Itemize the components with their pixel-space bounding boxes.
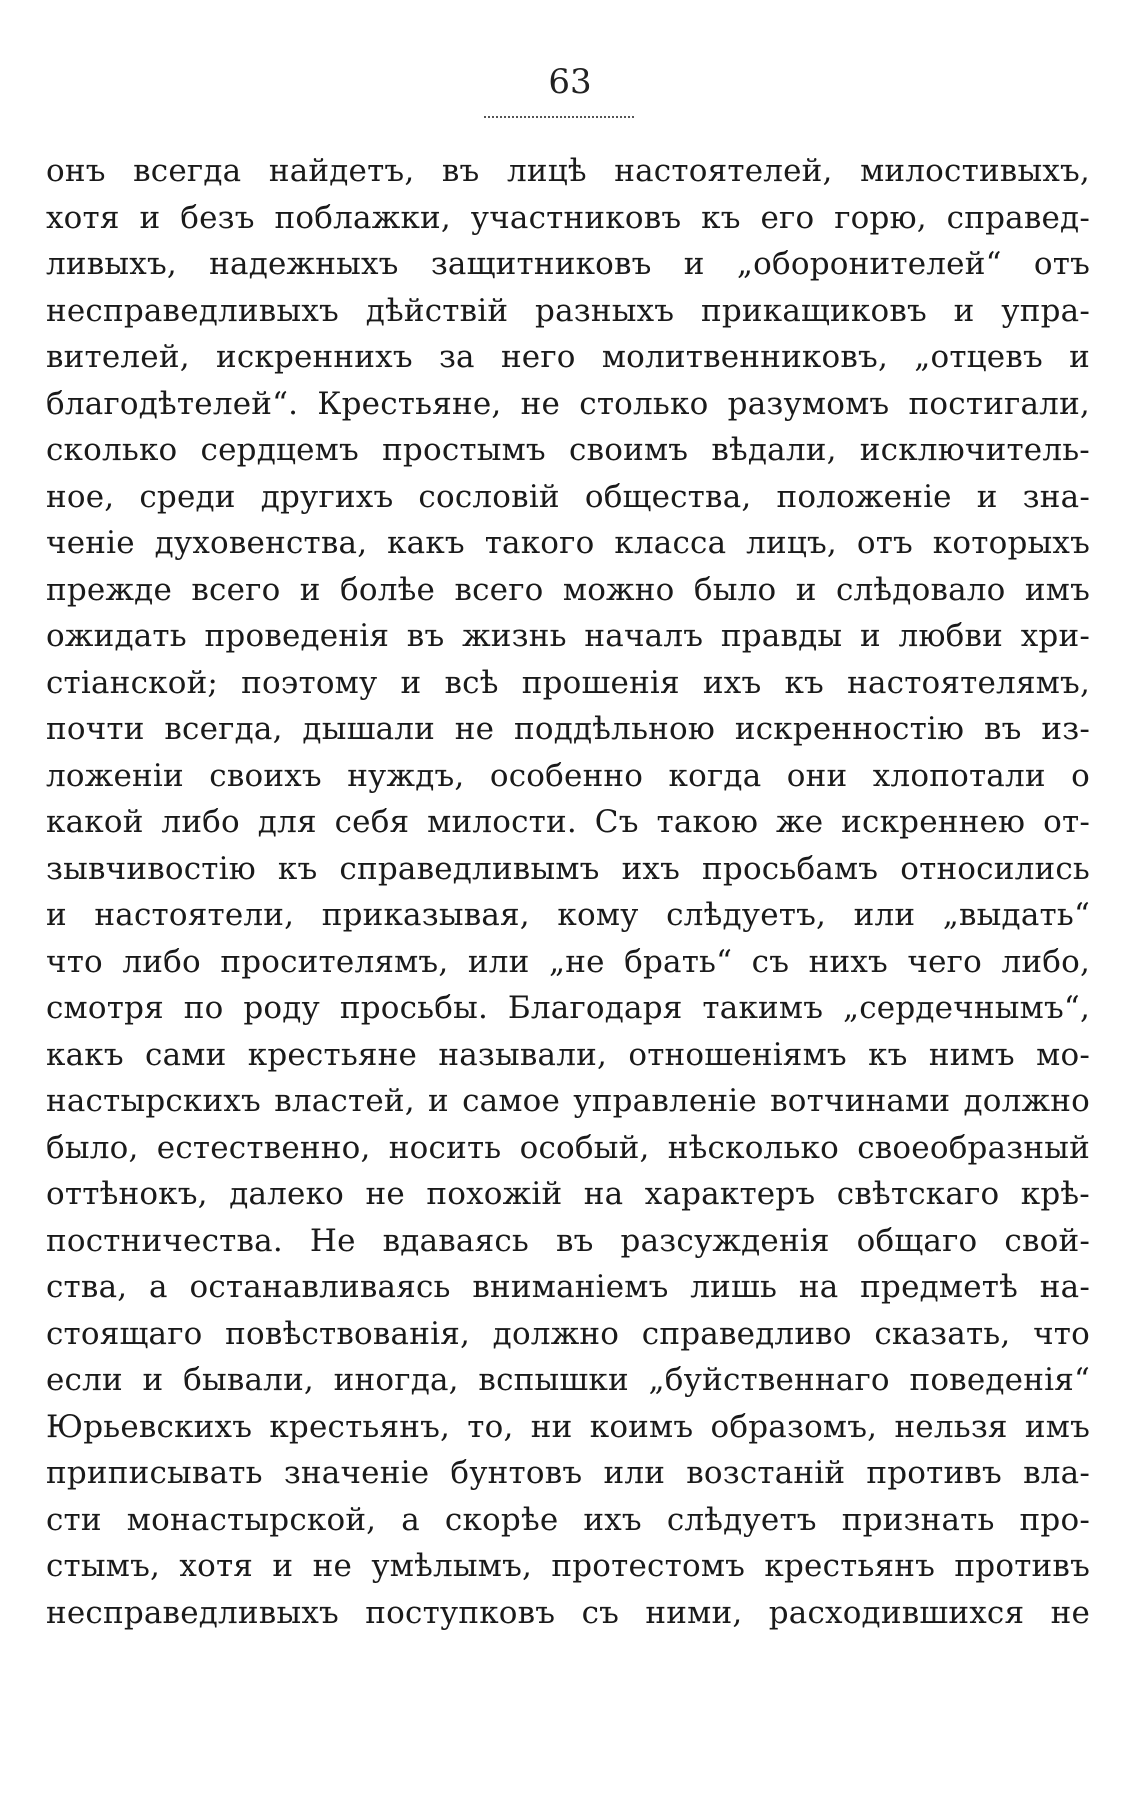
text-line: стоящаго повѣствованія, должно справедливо сказать, что bbox=[46, 1315, 1090, 1352]
text-line: если и бывали, иногда, вспышки „буйственнаго поведенія“ bbox=[46, 1362, 1090, 1398]
text-line: оттѣнокъ, далеко не похожій на характеръ свѣтскаго крѣ- bbox=[46, 1176, 1090, 1212]
text-line: ливыхъ, надежныхъ защитниковъ и „оборонителей“ отъ bbox=[46, 246, 1090, 282]
text-line: ожидать проведенія въ жизнь началъ правды и любви хри- bbox=[46, 618, 1090, 654]
text-line: несправедливыхъ поступковъ съ ними, расходившихся не bbox=[46, 1594, 1090, 1631]
text-line: стымъ, хотя и не умѣлымъ, протестомъ крестьянъ противъ bbox=[46, 1548, 1090, 1584]
text-line: ства, а останавливаясь вниманіемъ лишь на предметѣ на- bbox=[46, 1269, 1090, 1305]
text-line: онъ всегда найдетъ, въ лицѣ настоятелей, милостивыхъ, bbox=[46, 153, 1090, 189]
text-line: сти монастырской, а скорѣе ихъ слѣдуетъ признать про- bbox=[46, 1501, 1090, 1538]
text-line: ное, среди другихъ сословій общества, положеніе и зна- bbox=[46, 478, 1090, 515]
text-line: зывчивостію къ справедливымъ ихъ просьбамъ относились bbox=[46, 850, 1090, 887]
text-line: почти всегда, дышали не поддѣльною искренностію въ из- bbox=[46, 711, 1090, 747]
text-line: какой либо для себя милости. Съ такою же искреннею от- bbox=[46, 804, 1090, 840]
text-line: прежде всего и болѣе всего можно было и слѣдовало имъ bbox=[46, 571, 1090, 608]
text-line: ложеніи своихъ нуждъ, особенно когда они хлопотали о bbox=[46, 757, 1090, 794]
text-line: что либо просителямъ, или „не брать“ съ нихъ чего либо, bbox=[46, 943, 1090, 980]
text-line: приписывать значеніе бунтовъ или возстаній противъ вла- bbox=[46, 1455, 1090, 1491]
text-line: благодѣтелей“. Крестьяне, не столько разумомъ постигали, bbox=[46, 385, 1090, 422]
text-line: ченіе духовенства, какъ такого класса лицъ, отъ которыхъ bbox=[46, 525, 1090, 561]
text-line: стіанской; поэтому и всѣ прошенія ихъ къ настоятелямъ, bbox=[46, 664, 1090, 701]
text-line: постничества. Не вдаваясь въ разсужденія общаго свой- bbox=[46, 1222, 1090, 1259]
text-line: настырскихъ властей, и самое управленіе вотчинами должно bbox=[46, 1083, 1090, 1119]
text-line: какъ сами крестьяне называли, отношеніямъ къ нимъ мо- bbox=[46, 1036, 1090, 1073]
body-text bbox=[46, 148, 1090, 1636]
text-line: смотря по роду просьбы. Благодаря такимъ „сердечнымъ“, bbox=[46, 990, 1090, 1026]
page-number: 63 bbox=[548, 62, 592, 102]
text-line: Юрьевскихъ крестьянъ, то, ни коимъ образомъ, нельзя имъ bbox=[46, 1408, 1090, 1445]
text-line: сколько сердцемъ простымъ своимъ вѣдали, исключитель- bbox=[46, 432, 1090, 468]
text-line: вителей, искреннихъ за него молитвенниковъ, „отцевъ и bbox=[46, 339, 1090, 375]
text-line: хотя и безъ поблажки, участниковъ къ его горю, справед- bbox=[46, 199, 1090, 236]
text-line: было, естественно, носить особый, нѣсколько своеобразный bbox=[46, 1129, 1090, 1166]
header-divider bbox=[484, 116, 634, 118]
text-line: несправедливыхъ дѣйствій разныхъ прикащиковъ и упра- bbox=[46, 292, 1090, 329]
text-line: и настоятели, приказывая, кому слѣдуетъ, или „выдать“ bbox=[46, 897, 1090, 933]
